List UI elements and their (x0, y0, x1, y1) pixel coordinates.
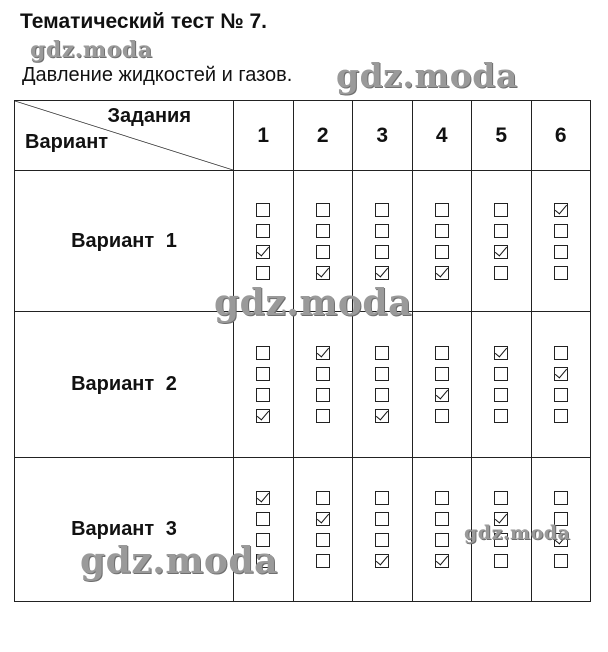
watermark: gdz.moda (464, 522, 571, 544)
variant-label: Вариант 1 (15, 171, 234, 312)
options-column (375, 346, 389, 423)
page-subtitle: Давление жидкостей и газов. (22, 64, 293, 86)
checked-checkbox[interactable] (375, 409, 389, 423)
checkbox[interactable] (316, 203, 330, 217)
checked-checkbox[interactable] (435, 554, 449, 568)
checkbox[interactable] (554, 224, 568, 238)
watermark: gdz.moda (336, 56, 518, 95)
answer-cell (531, 171, 591, 312)
checkbox[interactable] (554, 245, 568, 259)
answer-cell (531, 312, 591, 458)
task-number: 2 (293, 101, 353, 171)
answer-cell (234, 312, 294, 458)
header-row (15, 101, 591, 171)
corner-variant-label: Вариант (25, 131, 109, 153)
checkbox[interactable] (316, 388, 330, 402)
checked-checkbox[interactable] (554, 203, 568, 217)
checkbox[interactable] (316, 245, 330, 259)
checkbox[interactable] (256, 367, 270, 381)
options-column (554, 203, 568, 280)
checked-checkbox[interactable] (494, 346, 508, 360)
checkbox[interactable] (435, 512, 449, 526)
checkbox[interactable] (435, 491, 449, 505)
checkbox[interactable] (494, 266, 508, 280)
watermark: gdz.moda (214, 282, 412, 324)
checkbox[interactable] (435, 245, 449, 259)
checked-checkbox[interactable] (316, 512, 330, 526)
watermark: gdz.moda (80, 540, 278, 582)
checkbox[interactable] (316, 224, 330, 238)
checked-checkbox[interactable] (256, 245, 270, 259)
checkbox[interactable] (494, 409, 508, 423)
task-number: 3 (353, 101, 413, 171)
checked-checkbox[interactable] (256, 409, 270, 423)
checkbox[interactable] (316, 409, 330, 423)
checkbox[interactable] (554, 409, 568, 423)
checkbox[interactable] (494, 203, 508, 217)
checked-checkbox[interactable] (316, 266, 330, 280)
checked-checkbox[interactable] (435, 388, 449, 402)
checkbox[interactable] (375, 224, 389, 238)
checkbox[interactable] (494, 224, 508, 238)
checkbox[interactable] (316, 491, 330, 505)
checkbox[interactable] (375, 491, 389, 505)
options-column (435, 203, 449, 280)
checked-checkbox[interactable] (316, 346, 330, 360)
checkbox[interactable] (435, 203, 449, 217)
checkbox[interactable] (256, 388, 270, 402)
answer-cell (353, 312, 413, 458)
checked-checkbox[interactable] (435, 266, 449, 280)
checkbox[interactable] (494, 554, 508, 568)
checkbox[interactable] (375, 245, 389, 259)
options-column (316, 346, 330, 423)
answer-cell (353, 458, 413, 602)
checkbox[interactable] (554, 491, 568, 505)
checkbox[interactable] (316, 533, 330, 547)
checkbox[interactable] (256, 512, 270, 526)
checkbox[interactable] (554, 346, 568, 360)
checkbox[interactable] (435, 346, 449, 360)
checkbox[interactable] (435, 367, 449, 381)
answer-cell (412, 312, 472, 458)
options-column (435, 491, 449, 568)
variant-row (15, 312, 591, 458)
checkbox[interactable] (435, 224, 449, 238)
options-column (494, 346, 508, 423)
checkbox[interactable] (256, 266, 270, 280)
options-column (375, 203, 389, 280)
answer-cell (472, 171, 532, 312)
task-number: 5 (472, 101, 532, 171)
options-column (256, 203, 270, 280)
checked-checkbox[interactable] (554, 367, 568, 381)
task-number: 4 (412, 101, 472, 171)
checkbox[interactable] (375, 346, 389, 360)
answer-cell (412, 458, 472, 602)
answer-cell (293, 312, 353, 458)
checkbox[interactable] (256, 346, 270, 360)
checkbox[interactable] (435, 409, 449, 423)
checkbox[interactable] (494, 491, 508, 505)
checkbox[interactable] (316, 367, 330, 381)
options-column (316, 491, 330, 568)
checkbox[interactable] (375, 203, 389, 217)
checkbox[interactable] (256, 203, 270, 217)
checkbox[interactable] (494, 367, 508, 381)
checkbox[interactable] (554, 388, 568, 402)
watermark: gdz.moda (30, 37, 153, 63)
answer-cell (412, 171, 472, 312)
checked-checkbox[interactable] (375, 554, 389, 568)
corner-tasks-label: Задания (107, 105, 191, 127)
checkbox[interactable] (554, 554, 568, 568)
task-number: 6 (531, 101, 591, 171)
checkbox[interactable] (316, 554, 330, 568)
checkbox[interactable] (375, 512, 389, 526)
options-column (375, 491, 389, 568)
checked-checkbox[interactable] (494, 245, 508, 259)
corner-cell (15, 101, 234, 171)
page-title: Тематический тест № 7. (20, 10, 267, 33)
checkbox[interactable] (554, 266, 568, 280)
checkbox[interactable] (375, 533, 389, 547)
checkbox[interactable] (375, 367, 389, 381)
options-column (256, 346, 270, 423)
variant-label: Вариант 3 (15, 458, 234, 602)
answer-cell (472, 312, 532, 458)
variant-label: Вариант 2 (15, 312, 234, 458)
task-number: 1 (234, 101, 294, 171)
options-column (494, 203, 508, 280)
options-column (435, 346, 449, 423)
checked-checkbox[interactable] (256, 491, 270, 505)
options-column (316, 203, 330, 280)
checkbox[interactable] (375, 388, 389, 402)
checked-checkbox[interactable] (375, 266, 389, 280)
options-column (554, 346, 568, 423)
answer-cell (293, 458, 353, 602)
checkbox[interactable] (435, 533, 449, 547)
checkbox[interactable] (494, 388, 508, 402)
checkbox[interactable] (256, 224, 270, 238)
